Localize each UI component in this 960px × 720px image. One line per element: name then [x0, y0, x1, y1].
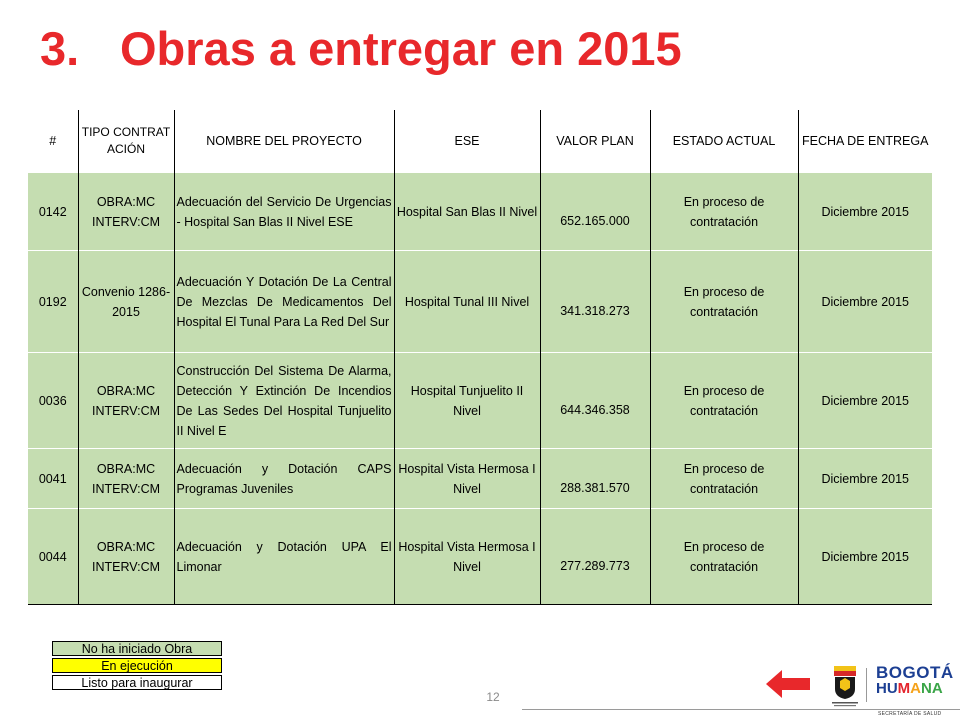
- header-fecha: FECHA DE ENTREGA: [798, 110, 932, 173]
- cell-tipo: OBRA:MC INTERV:CM: [78, 353, 174, 449]
- title-text: Obras a entregar en 2015: [120, 22, 682, 75]
- cell-ese: Hospital Tunjuelito II Nivel: [394, 353, 540, 449]
- table-row: [28, 251, 932, 353]
- cell-ese: Hospital San Blas II Nivel: [394, 173, 540, 251]
- cell-ese: Hospital Tunal III Nivel: [394, 251, 540, 353]
- table-row: [28, 449, 932, 509]
- page-title: [40, 20, 682, 78]
- footer-line: [522, 709, 960, 710]
- header-nombre: NOMBRE DEL PROYECTO: [174, 110, 394, 173]
- header-ese: ESE: [394, 110, 540, 173]
- cell-ese: Hospital Vista Hermosa I Nivel: [394, 449, 540, 509]
- cell-num: 0044: [28, 509, 78, 605]
- header-tipo: TIPO CONTRATACIÓN: [78, 110, 174, 173]
- brand-line1: BOGOTÁ: [876, 663, 954, 682]
- cell-valor: 652.165.000: [540, 173, 650, 251]
- cell-estado: En proceso de contratación: [650, 509, 798, 605]
- logo-divider: [866, 668, 867, 702]
- cell-fecha: Diciembre 2015: [798, 509, 932, 605]
- cell-estado: En proceso de contratación: [650, 353, 798, 449]
- cell-num: 0142: [28, 173, 78, 251]
- cell-valor: 341.318.273: [540, 251, 650, 353]
- cell-fecha: Diciembre 2015: [798, 353, 932, 449]
- cell-tipo: Convenio 1286-2015: [78, 251, 174, 353]
- secretaria-label: SECRETARÍA DE SALUD: [878, 711, 942, 717]
- cell-fecha: Diciembre 2015: [798, 449, 932, 509]
- cell-estado: En proceso de contratación: [650, 449, 798, 509]
- cell-valor: 644.346.358: [540, 353, 650, 449]
- left-arrow-icon[interactable]: [766, 668, 812, 705]
- cell-num: 0036: [28, 353, 78, 449]
- cell-valor: 277.289.773: [540, 509, 650, 605]
- cell-nombre: Adecuación y Dotación UPA El Limonar: [174, 509, 394, 605]
- legend-not-started: No ha iniciado Obra: [52, 641, 222, 656]
- brand-line2: HUMANA: [876, 680, 943, 697]
- cell-tipo: OBRA:MC INTERV:CM: [78, 449, 174, 509]
- table-row: [28, 353, 932, 449]
- cell-nombre: Construcción Del Sistema De Alarma, Detección Y Extinción De Incendios De Las Sedes Del Hospital Tunjuelito II Nivel E: [174, 353, 394, 449]
- cell-estado: En proceso de contratación: [650, 173, 798, 251]
- page-number: 12: [486, 690, 500, 704]
- cell-nombre: Adecuación del Servicio De Urgencias - Hospital San Blas II Nivel ESE: [174, 173, 394, 251]
- status-legend: [52, 641, 222, 692]
- cell-nombre: Adecuación Y Dotación De La Central De Mezclas De Medicamentos Del Hospital El Tunal Para La Red Del Sur: [174, 251, 394, 353]
- cell-estado: En proceso de contratación: [650, 251, 798, 353]
- projects-table: [28, 110, 932, 605]
- title-number: 3.: [40, 22, 80, 75]
- cell-valor: 288.381.570: [540, 449, 650, 509]
- cell-tipo: OBRA:MC INTERV:CM: [78, 509, 174, 605]
- cell-tipo: OBRA:MC INTERV:CM: [78, 173, 174, 251]
- header-estado: ESTADO ACTUAL: [650, 110, 798, 173]
- header-valor: VALOR PLAN: [540, 110, 650, 173]
- cell-num: 0041: [28, 449, 78, 509]
- bogota-crest-icon: [830, 664, 860, 713]
- cell-fecha: Diciembre 2015: [798, 173, 932, 251]
- table-row: [28, 509, 932, 605]
- cell-nombre: Adecuación y Dotación CAPS Programas Juveniles: [174, 449, 394, 509]
- legend-ready: Listo para inaugurar: [52, 675, 222, 690]
- header-num: #: [28, 110, 78, 173]
- table-header-row: [28, 110, 932, 173]
- cell-ese: Hospital Vista Hermosa I Nivel: [394, 509, 540, 605]
- cell-num: 0192: [28, 251, 78, 353]
- legend-in-progress: En ejecución: [52, 658, 222, 673]
- table-row: [28, 173, 932, 251]
- cell-fecha: Diciembre 2015: [798, 251, 932, 353]
- bogota-humana-logo: [876, 664, 956, 697]
